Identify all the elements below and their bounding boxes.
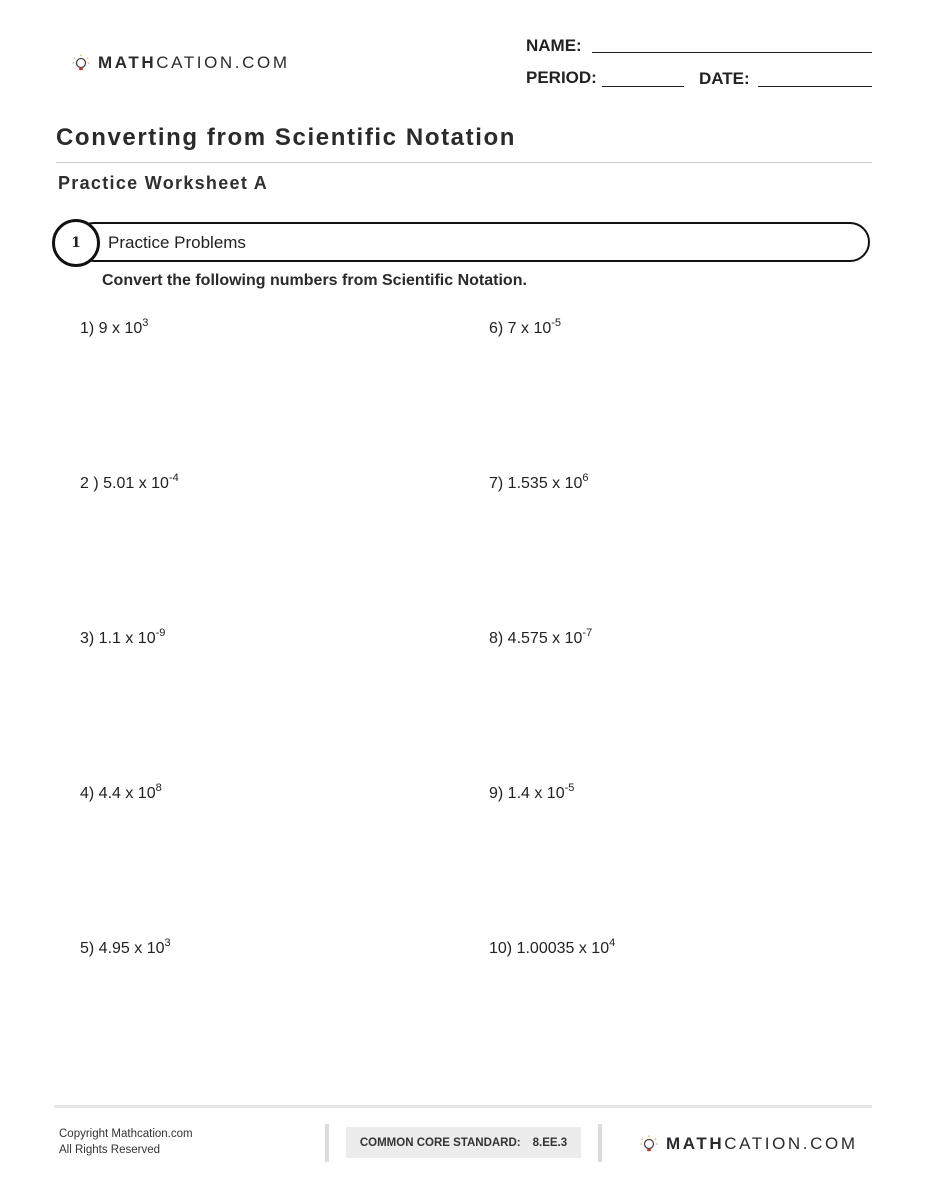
- section-number: 1: [52, 219, 100, 267]
- footer-divider: [54, 1105, 872, 1108]
- rights-line: All Rights Reserved: [59, 1144, 160, 1156]
- standard-label: COMMON CORE STANDARD:: [359, 1136, 521, 1149]
- title-divider: [56, 162, 872, 163]
- footer-logo: [640, 1134, 858, 1154]
- standard-value: 8.EE.3: [532, 1136, 568, 1149]
- problem-7: 7) 1.535 x $10^6$: [489, 472, 589, 492]
- footer-separator-left: [325, 1124, 329, 1162]
- name-label: NAME:: [526, 36, 582, 55]
- section-label: Practice Problems: [108, 233, 246, 252]
- footer-separator-right: [598, 1124, 602, 1162]
- copyright: [59, 1126, 193, 1158]
- lightbulb-icon: [72, 54, 90, 72]
- problem-2: 2 ) 5.01 x $10^{-4}$: [80, 472, 179, 492]
- lightbulb-icon: [640, 1135, 658, 1153]
- problem-9: 9) 1.4 x $10^{-5}$: [489, 782, 575, 802]
- copyright-line: Copyright Mathcation.com: [59, 1128, 193, 1140]
- problem-6: 6) 7 x $10^{-5}$: [489, 317, 562, 337]
- header-logo: [72, 53, 290, 73]
- period-line[interactable]: [602, 86, 684, 87]
- name-line[interactable]: [592, 52, 872, 53]
- page-subtitle: Practice Worksheet A: [58, 173, 269, 193]
- period-label: PERIOD:: [526, 68, 597, 87]
- problem-10: 10) 1.00035 x $10^4$: [489, 937, 616, 957]
- footer-logo-text: MATHCATION.COM: [666, 1134, 858, 1153]
- page-title: Converting from Scientific Notation: [56, 124, 517, 151]
- problem-5: 5) 4.95 x $10^3$: [80, 937, 171, 957]
- problem-3: 3) 1.1 x $10^{-9}$: [80, 627, 166, 647]
- logo-text: MATHCATION.COM: [98, 53, 290, 72]
- standard-badge: [346, 1127, 581, 1158]
- problem-4: 4) 4.4 x $10^8$: [80, 782, 162, 802]
- date-label: DATE:: [699, 69, 750, 88]
- problem-1: 1) 9 x $10^3$: [80, 317, 149, 337]
- problem-8: 8) 4.575 x $10^{-7}$: [489, 627, 593, 647]
- instructions: Convert the following numbers from Scientific Notation.: [102, 272, 527, 289]
- date-line[interactable]: [758, 86, 872, 87]
